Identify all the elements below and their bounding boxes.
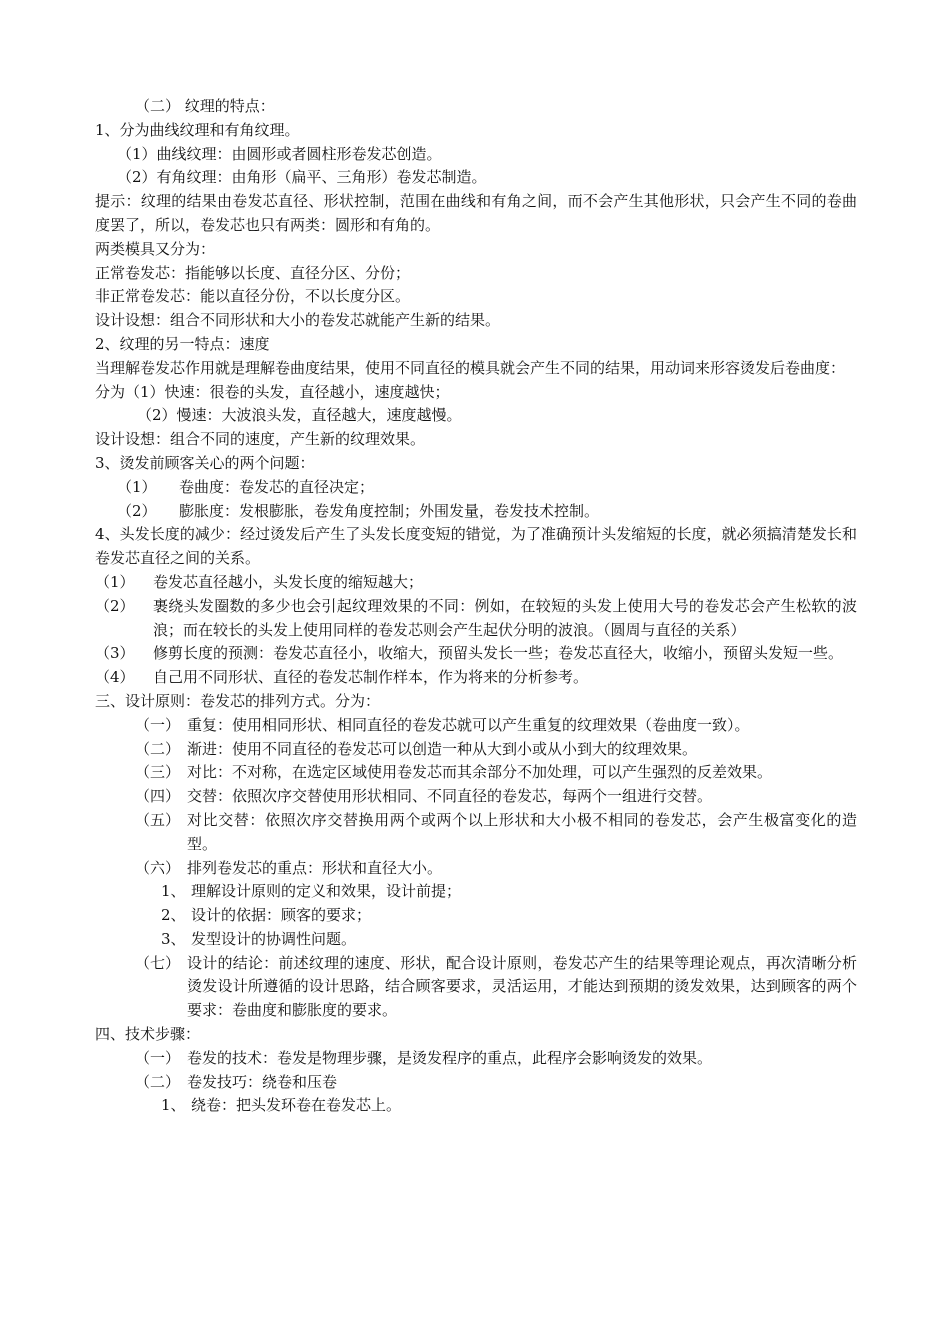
point-heading: 2、纹理的另一特点：速度 (95, 334, 270, 353)
text-line: 非正常卷发芯：能以直径分份，不以长度分区。 (95, 287, 411, 306)
list-text: 重复：使用相同形状、相同直径的卷发芯就可以产生重复的纹理效果（卷曲度一致）。 (187, 715, 750, 734)
list-number: （4） (95, 668, 135, 687)
list-item (95, 595, 857, 643)
sub-point: （2）有角纹理：由角形（扁平、三角形）卷发芯制造。 (117, 168, 487, 187)
text-line: 设计设想：组合不同形状和大小的卷发芯就能产生新的结果。 (95, 311, 501, 330)
list-text: 发型设计的协调性问题。 (191, 929, 357, 948)
list-item (95, 571, 857, 595)
list-item (95, 785, 857, 809)
list-text: 卷发的技术：卷发是物理步骤，是烫发程序的重点，此程序会影响烫发的效果。 (187, 1048, 713, 1067)
document-page (95, 95, 857, 1118)
list-text: 对比交替：依照次序交替换用两个或两个以上形状和大小极不相同的卷发芯，会产生极富变化的造型。 (187, 810, 857, 853)
list-item (95, 904, 857, 928)
chapter-heading: 三、设计原则：卷发芯的排列方式。分为： (95, 691, 381, 710)
list-text: 理解设计原则的定义和效果，设计前提； (191, 882, 462, 901)
list-text: 裹绕头发圈数的多少也会引起纹理效果的不同：例如，在较短的头发上使用大号的卷发芯会产生松软的波浪；而在较长的头发上使用同样的卷发芯则会产生起伏分明的波浪。（圆周与直径的关系） (153, 596, 857, 639)
list-item (95, 738, 857, 762)
list-item (95, 642, 857, 666)
list-number: （二） (135, 1072, 181, 1091)
list-number: （五） (135, 810, 181, 829)
list-number: （四） (135, 787, 181, 806)
list-number: （2） (117, 501, 157, 520)
list-item (95, 666, 857, 690)
list-text: 交替：依照次序交替使用形状相同、不同直径的卷发芯，每两个一组进行交替。 (187, 787, 713, 806)
list-number: （1） (95, 572, 135, 591)
list-item (95, 476, 857, 500)
list-number: （六） (135, 858, 181, 877)
chapter-heading: 四、技术步骤： (95, 1025, 201, 1044)
list-text: 卷曲度：卷发芯的直径决定； (179, 477, 375, 496)
point-heading: 1、分为曲线纹理和有角纹理。 (95, 120, 300, 139)
list-item (95, 809, 857, 857)
text-line: 正常卷发芯：指能够以长度、直径分区、分份； (95, 263, 411, 282)
list-item (95, 1071, 857, 1095)
sub-point: （1）曲线纹理：由圆形或者圆柱形卷发芯创造。 (117, 144, 442, 163)
list-number: 1、 (161, 1096, 186, 1115)
list-number: （3） (95, 644, 135, 663)
list-text: 设计的结论：前述纹理的速度、形状，配合设计原则，卷发芯产生的结果等理论观点，再次清晰分析烫发设计所遵循的设计思路，结合顾客要求，灵活运用，才能达到预期的烫发效果，达到顾客的两个要求：卷曲度和膨胀度的要求。 (187, 953, 857, 1020)
section-heading: （二） 纹理的特点： (135, 97, 275, 115)
point-heading: 3、烫发前顾客关心的两个问题： (95, 453, 315, 472)
list-number: （七） (135, 953, 181, 972)
list-item (95, 714, 857, 738)
list-text: 对比：不对称，在选定区域使用卷发芯而其余部分不加处理，可以产生强烈的反差效果。 (187, 763, 773, 782)
list-item (95, 500, 857, 524)
list-number: （一） (135, 1048, 181, 1067)
list-number: （2） (95, 596, 135, 615)
list-text: 渐进：使用不同直径的卷发芯可以创造一种从大到小或从小到大的纹理效果。 (187, 739, 698, 758)
list-number: （三） (135, 763, 181, 782)
list-item (95, 928, 857, 952)
text-line: （2）慢速：大波浪头发，直径越大，速度越慢。 (137, 406, 462, 425)
list-item (95, 1094, 857, 1118)
tip-paragraph: 提示：纹理的结果由卷发芯直径、形状控制，范围在曲线和有角之间，而不会产生其他形状，只会产生不同的卷曲度罢了，所以，卷发芯也只有两类：圆形和有角的。 (95, 192, 857, 234)
list-text: 卷发技巧：绕卷和压卷 (187, 1072, 338, 1091)
text-line: 设计设想：组合不同的速度，产生新的纹理效果。 (95, 430, 426, 449)
list-text: 绕卷：把头发环卷在卷发芯上。 (191, 1096, 402, 1115)
list-text: 卷发芯直径越小，头发长度的缩短越大； (153, 572, 424, 591)
list-text: 自己用不同形状、直径的卷发芯制作样本，作为将来的分析参考。 (153, 668, 589, 687)
paragraph: 当理解卷发芯作用就是理解卷曲度结果，使用不同直径的模具就会产生不同的结果，用动词来形容烫发后卷曲度： (95, 358, 846, 377)
point-heading: 4、头发长度的减少：经过烫发后产生了头发长度变短的错觉，为了准确预计头发缩短的长度，就必须搞清楚发长和卷发芯直径之间的关系。 (95, 525, 857, 568)
text-line: 分为（1）快速：很卷的头发，直径越小，速度越快； (95, 382, 450, 401)
list-number: 1、 (161, 882, 186, 901)
list-text: 修剪长度的预测：卷发芯直径小，收缩大，预留头发长一些；卷发芯直径大，收缩小，预留头发短一些。 (153, 644, 844, 663)
list-number: （一） (135, 715, 181, 734)
list-item (95, 761, 857, 785)
list-number: （1） (117, 477, 157, 496)
list-item (95, 857, 857, 881)
list-item (95, 1047, 857, 1071)
list-text: 设计的依据：顾客的要求； (191, 906, 372, 925)
list-number: 3、 (161, 929, 186, 948)
list-number: 2、 (161, 906, 186, 925)
list-item (95, 952, 857, 1023)
list-item (95, 880, 857, 904)
list-text: 排列卷发芯的重点：形状和直径大小。 (187, 858, 443, 877)
list-text: 膨胀度：发根膨胀，卷发角度控制；外围发量，卷发技术控制。 (179, 501, 600, 520)
text-line: 两类模具又分为： (95, 239, 216, 258)
list-number: （二） (135, 739, 181, 758)
